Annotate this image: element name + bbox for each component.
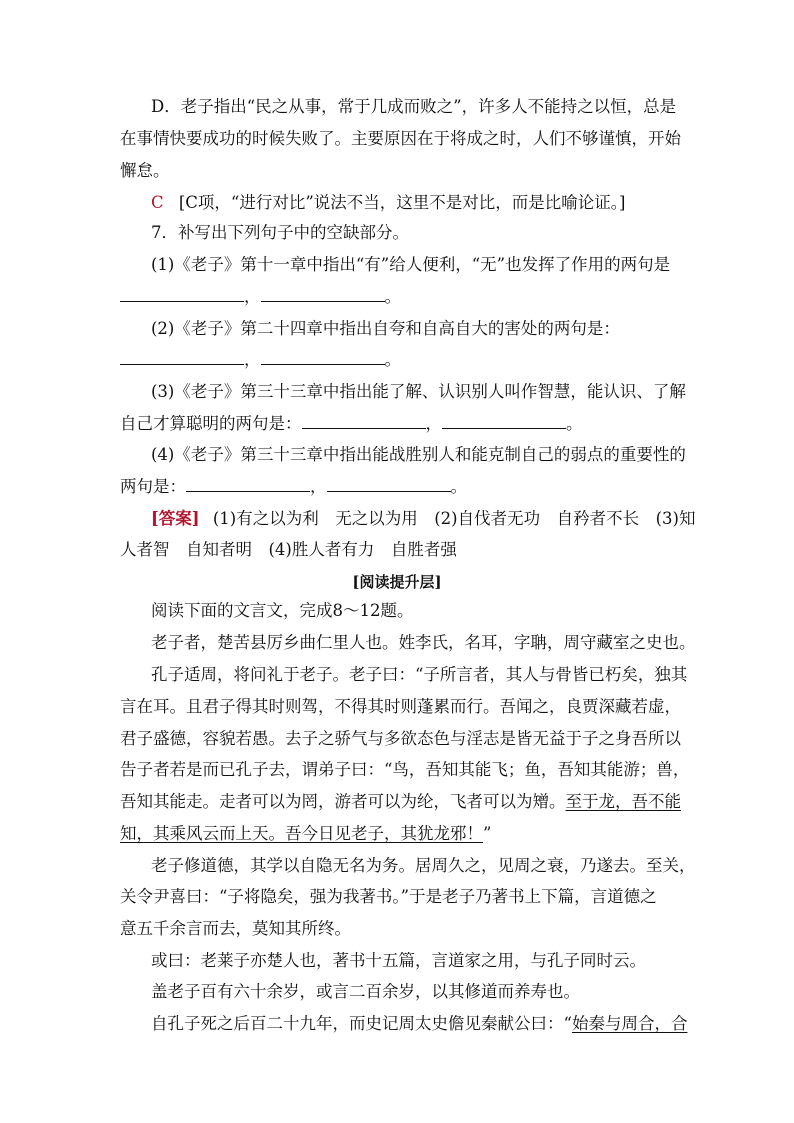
answer-label: [答案] (151, 509, 200, 528)
answer-letter: C (151, 193, 164, 212)
underlined-sentence: 始秦与周合，合 (571, 1014, 688, 1033)
answer-7-line-1: [答案] (1)有之以为利 无之以为用 (2)自伐者无功 自矜者不长 (3)知 (151, 509, 696, 528)
question-7-3-line-1: (3)《老子》第三十三章中指出能了解、认识别人叫作智慧，能认识、了解 (151, 382, 686, 401)
fill-blank (327, 476, 451, 492)
question-7-4-line-2: 两句是： ， 。 (120, 477, 467, 496)
passage-paragraph-5: 盖老子百有六十余岁，或言二百余岁，以其修道而养寿也。 (151, 982, 580, 1001)
question-7-2-line-1: (2)《老子》第二十四章中指出自夸和自高自大的害处的两句是： (151, 319, 620, 338)
fill-blank (442, 413, 566, 429)
option-d-line-3: 懈怠。 (120, 161, 170, 180)
passage-paragraph-1: 老子者，楚苦县厉乡曲仁里人也。姓李氏，名耳，字聃，周守藏室之史也。 (151, 633, 696, 652)
passage-paragraph-2-line-5: 吾知其能走。走者可以为罔，游者可以为纶，飞者可以为矰。至于龙，吾不能 (120, 792, 681, 811)
option-d-line-2: 在事情快要成功的时候失败了。主要原因在于将成之时，人们不够谨慎，开始 (120, 129, 681, 148)
question-7-3-line-2: 自己才算聪明的两句是： ， 。 (120, 414, 583, 433)
option-d-line-1: D．老子指出“民之从事，常于几成而败之”，许多人不能持之以恒，总是 (151, 97, 677, 116)
fill-blank (261, 349, 385, 365)
passage-paragraph-2-line-2: 言在耳。且君子得其时则驾，不得其时则蓬累而行。吾闻之，良贾深藏若虚， (120, 697, 681, 716)
passage-paragraph-3-line-3: 意五千余言而去，莫知其所终。 (120, 919, 351, 938)
answer-7-line-2: 人者智 自知者明 (4)胜人者有力 自胜者强 (120, 540, 457, 559)
question-7-1-line-1: (1)《老子》第十一章中指出“有”给人便利，“无”也发挥了作用的两句是 (151, 255, 671, 274)
reading-intro: 阅读下面的文言文，完成8～12题。 (151, 601, 414, 620)
passage-paragraph-2-line-4: 告子者若是而已孔子去，谓弟子曰：“鸟，吾知其能飞；鱼，吾知其能游；兽， (120, 760, 690, 779)
passage-paragraph-4: 或曰：老莱子亦楚人也，著书十五篇，言道家之用，与孔子同时云。 (151, 951, 646, 970)
question-7-4-line-1: (4)《老子》第三十三章中指出能战胜别人和能克制自己的弱点的重要性的 (151, 445, 686, 464)
fill-blank (120, 349, 244, 365)
answer-explanation: [C项，“进行对比”说法不当，这里不是对比，而是比喻论证。] (178, 193, 626, 212)
passage-paragraph-3-line-2: 关令尹喜曰：“子将隐矣，强为我著书。”于是老子乃著书上下篇，言道德之 (120, 887, 657, 906)
passage-paragraph-3-line-1: 老子修道德，其学以自隐无名为务。居周久之，见周之衰，乃遂去。至关， (151, 856, 696, 875)
section-title: [阅读提升层] (352, 573, 442, 591)
underlined-sentence: 至于龙，吾不能 (565, 792, 681, 811)
fill-blank (302, 413, 426, 429)
question-7-title: 7．补写出下列句子中的空缺部分。 (151, 223, 409, 242)
question-7-2-line-2: ， 。 (120, 349, 401, 371)
passage-paragraph-2-line-1: 孔子适周，将问礼于老子。老子曰：“子所言者，其人与骨皆已朽矣，独其 (151, 665, 688, 684)
passage-paragraph-2-line-3: 君子盛德，容貌若愚。去子之骄气与多欲态色与淫志是皆无益于子之身吾所以 (120, 729, 681, 748)
underlined-sentence: 知，其乘风云而上天。吾今日见老子，其犹龙邪！ (120, 824, 483, 843)
fill-blank (120, 286, 244, 302)
fill-blank (261, 286, 385, 302)
answer-6 (151, 192, 626, 214)
question-7-1-line-2: ， 。 (120, 286, 401, 308)
passage-paragraph-2-line-6: 知，其乘风云而上天。吾今日见老子，其犹龙邪！” (120, 824, 492, 843)
fill-blank (186, 476, 310, 492)
passage-paragraph-6: 自孔子死之后百二十九年，而史记周太史儋见秦献公曰：“始秦与周合，合 (151, 1014, 688, 1033)
